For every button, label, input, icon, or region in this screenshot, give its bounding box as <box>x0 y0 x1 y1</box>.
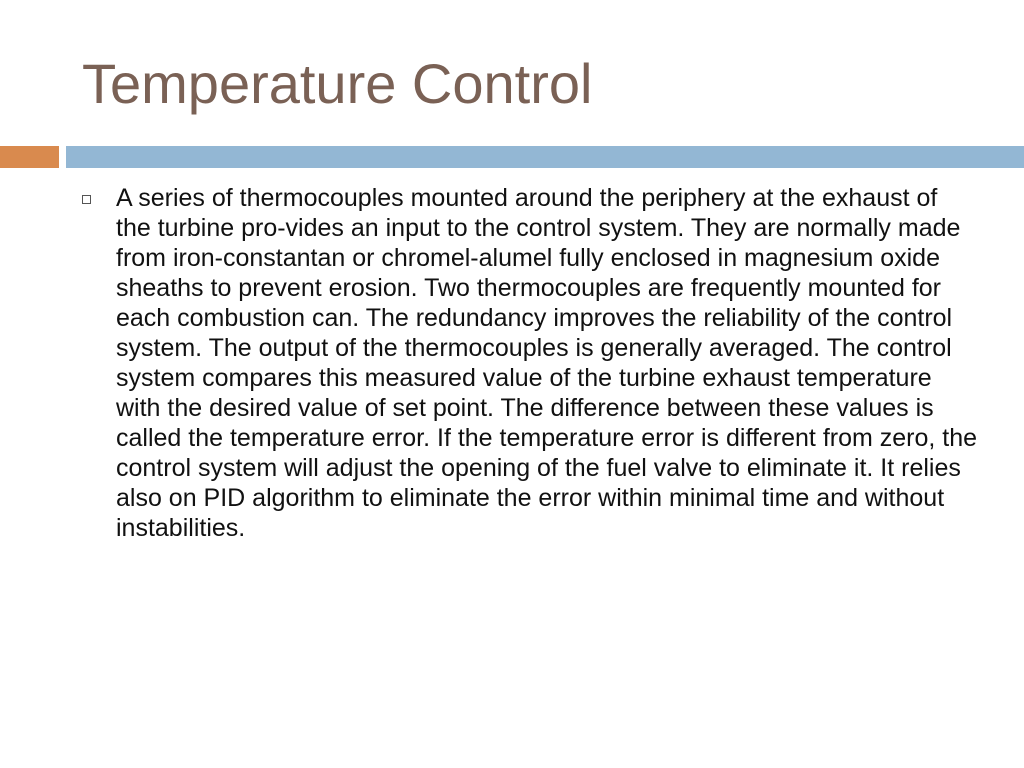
bullet-item <box>82 183 982 543</box>
slide-content <box>82 183 982 543</box>
accent-bar-orange <box>0 146 59 168</box>
slide-title: Temperature Control <box>82 52 593 115</box>
accent-bar-blue <box>66 146 1024 168</box>
bullet-text: A series of thermocouples mounted around the periphery at the exhaust of the turbine pro-vides an input to the control system. They are normally made from iron-constantan or chromel-alumel fully enclosed in magnesium oxide sheaths to prevent erosion. Two thermocouples are frequently mounted for each combustion can. The redundancy improves the reliability of the control system. The output of the thermocouples is generally averaged. The control system compares this measured value of the turbine exhaust temperature with the desired value of set point. The difference between these values is called the temperature error. If the temperature error is different from zero, the control system will adjust the opening of the fuel valve to eliminate it. It relies also on PID algorithm to eliminate the error within minimal time and without instabilities. <box>116 184 978 542</box>
square-bullet-icon <box>82 195 91 204</box>
